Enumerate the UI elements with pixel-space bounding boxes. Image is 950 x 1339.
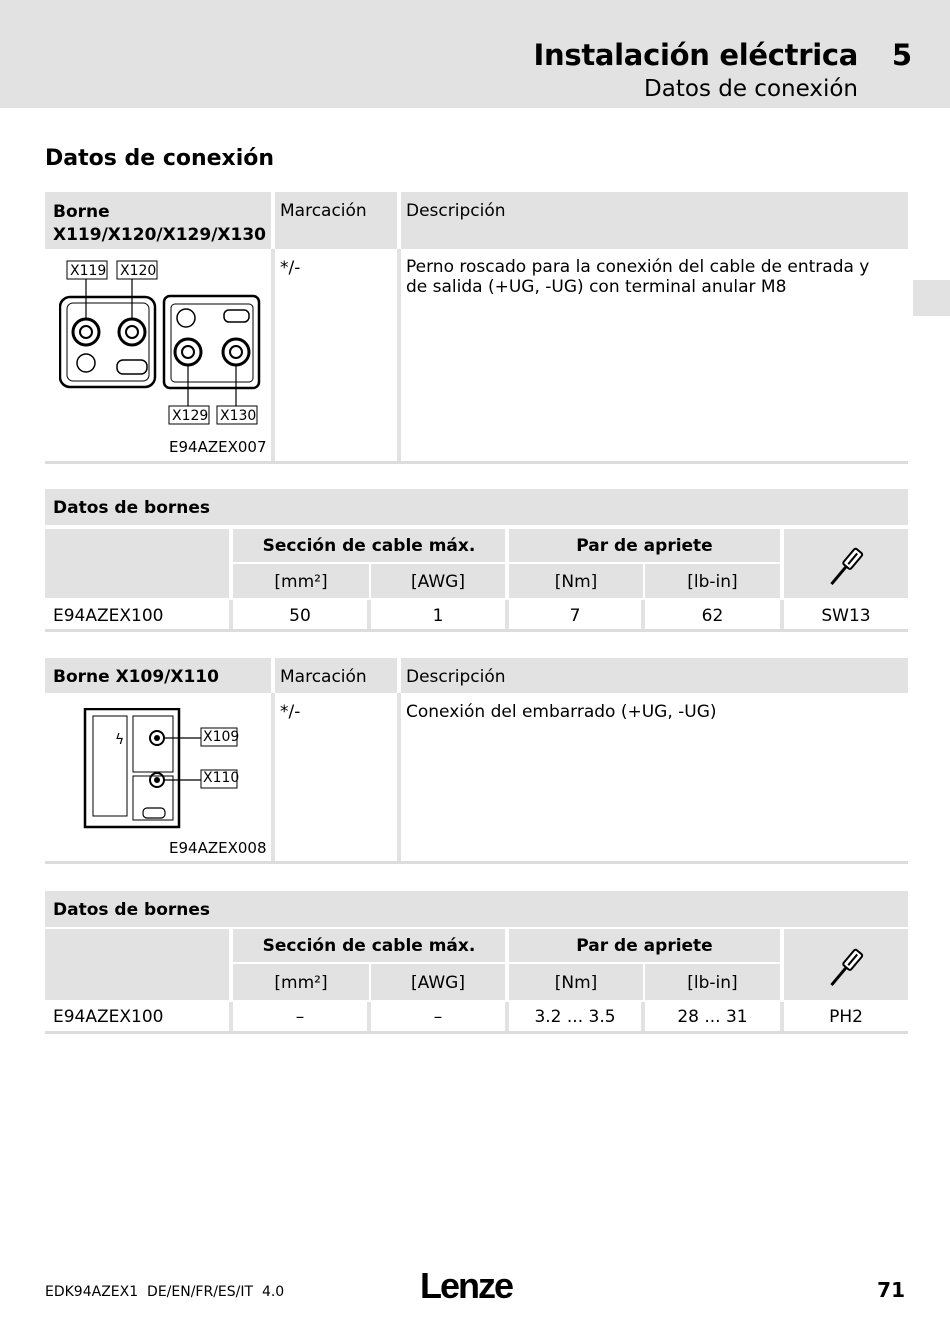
unit-awg: [AWG] bbox=[411, 572, 465, 592]
terminal-x119-x130-figure bbox=[59, 258, 269, 428]
table1-marking: */- bbox=[280, 258, 301, 278]
row1-mm2: 50 bbox=[289, 606, 311, 626]
row1-tool: SW13 bbox=[821, 606, 871, 626]
table1-col2-header: Marcación bbox=[280, 201, 367, 221]
unit-lbin: [lb-in] bbox=[687, 973, 738, 993]
unit-mm2: [mm²] bbox=[274, 973, 328, 993]
label-x120: X120 bbox=[120, 263, 157, 279]
table1-bottom-rule bbox=[45, 461, 908, 464]
chapter-title: Instalación eléctrica bbox=[533, 38, 858, 72]
figure-code-2: E94AZEX008 bbox=[169, 839, 267, 857]
connection-table-2 bbox=[45, 658, 908, 864]
side-tab-marker bbox=[913, 280, 950, 316]
section-title: Datos de conexión bbox=[45, 146, 275, 171]
connection-table-1 bbox=[45, 192, 908, 464]
terminal-data1-title: Datos de bornes bbox=[53, 498, 211, 518]
terminal-data2-title: Datos de bornes bbox=[53, 900, 211, 920]
terminal-data2-group2: Par de apriete bbox=[576, 936, 713, 956]
unit-mm2: [mm²] bbox=[274, 572, 328, 592]
label-x109: X109 bbox=[203, 729, 240, 745]
row2-nm: 3.2 ... 3.5 bbox=[534, 1007, 616, 1027]
table1-col3-header: Descripción bbox=[406, 201, 506, 221]
terminal-x109-x110-figure bbox=[83, 708, 243, 830]
terminal-data-table-1 bbox=[45, 489, 908, 634]
table1-description: Perno roscado para la conexión del cable de entrada y de salida (+UG, -UG) con terminal anular M8 bbox=[406, 257, 870, 297]
lenze-logo: Lenze bbox=[420, 1265, 513, 1306]
row1-awg: 1 bbox=[432, 606, 444, 626]
page-number: 71 bbox=[877, 1278, 905, 1302]
chapter-number: 5 bbox=[891, 38, 912, 72]
chapter-subtitle: Datos de conexión bbox=[644, 76, 858, 102]
svg-text:ϟ: ϟ bbox=[115, 732, 125, 748]
row2-model: E94AZEX100 bbox=[53, 1007, 164, 1027]
table2-description: Conexión del embarrado (+UG, -UG) bbox=[406, 702, 717, 722]
screwdriver-icon bbox=[820, 545, 870, 591]
row2-lbin: 28 ... 31 bbox=[677, 1007, 748, 1027]
terminal-data2-group1: Sección de cable máx. bbox=[262, 936, 476, 956]
unit-nm: [Nm] bbox=[554, 973, 598, 993]
figure-code-1: E94AZEX007 bbox=[169, 438, 267, 456]
unit-awg: [AWG] bbox=[411, 973, 465, 993]
table2-bottom-rule bbox=[45, 861, 908, 864]
unit-lbin: [lb-in] bbox=[687, 572, 738, 592]
table2-marking: */- bbox=[280, 702, 301, 722]
table2-col1-header: Borne X109/X110 bbox=[53, 667, 219, 687]
row1-lbin: 62 bbox=[701, 606, 724, 626]
row2-tool: PH2 bbox=[829, 1007, 863, 1027]
row2-mm2: – bbox=[295, 1007, 305, 1027]
unit-nm: [Nm] bbox=[554, 572, 598, 592]
row2-awg: – bbox=[433, 1007, 443, 1027]
row1-nm: 7 bbox=[569, 606, 581, 626]
label-x130: X130 bbox=[220, 408, 257, 424]
row1-model: E94AZEX100 bbox=[53, 606, 164, 626]
label-x119: X119 bbox=[70, 263, 107, 279]
terminal-data-table-2 bbox=[45, 891, 908, 1036]
table2-col3-header: Descripción bbox=[406, 667, 506, 687]
footer-doc-id: EDK94AZEX1 DE/EN/FR/ES/IT 4.0 bbox=[45, 1284, 285, 1300]
table1-col1-header: Borne X119/X120/X129/X130 bbox=[53, 202, 266, 245]
label-x129: X129 bbox=[172, 408, 209, 424]
screwdriver-icon bbox=[820, 946, 870, 992]
label-x110: X110 bbox=[203, 770, 240, 786]
terminal-data1-group1: Sección de cable máx. bbox=[262, 536, 476, 556]
table2-col2-header: Marcación bbox=[280, 667, 367, 687]
terminal-data1-group2: Par de apriete bbox=[576, 536, 713, 556]
